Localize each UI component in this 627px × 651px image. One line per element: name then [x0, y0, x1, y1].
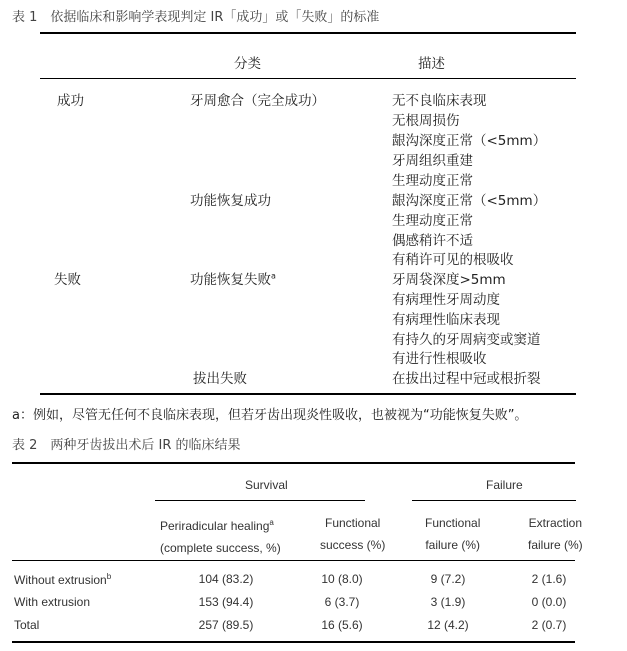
group-name-functional-failure — [190, 268, 276, 288]
table-cell: 0 (0.0) — [531, 595, 567, 609]
table1-caption: 表 1 依据临床和影响学表现判定 IR「成功」或「失败」的标准 — [12, 10, 380, 25]
criterion-item: 有持久的牙周病变或窦道 — [392, 332, 541, 348]
table-cell: 153 (94.4) — [198, 595, 254, 609]
table2-top-rule — [12, 462, 575, 464]
criterion-item: 有稍许可见的根吸收 — [392, 252, 514, 268]
criterion-item: 有进行性根吸收 — [392, 351, 487, 367]
table-cell: 257 (89.5) — [198, 618, 254, 632]
group-name-functional-success: 功能恢复成功 — [190, 193, 271, 209]
failure-span-rule — [412, 500, 576, 501]
criterion-item: 偶感稍许不适 — [392, 233, 473, 249]
table-cell: 16 (5.6) — [321, 618, 363, 632]
survival-header: Survival — [245, 478, 288, 492]
failure-label: 失败 — [54, 272, 81, 288]
criterion-item: 有病理性临床表现 — [392, 312, 500, 328]
col-header-line2: success (%) — [320, 538, 386, 552]
criterion-item: 无不良临床表现 — [392, 93, 487, 109]
table-cell: 2 (0.7) — [531, 618, 567, 632]
table1-bottom-rule — [40, 393, 576, 395]
table-cell: 12 (4.2) — [427, 618, 469, 632]
success-label: 成功 — [57, 93, 84, 109]
criterion-item: 龈沟深度正常（<5mm） — [392, 133, 547, 149]
col-header-functional-failure — [425, 512, 480, 556]
table1-header-category: 分类 — [234, 56, 261, 72]
table1-top-rule — [40, 32, 576, 34]
survival-span-rule — [155, 500, 365, 501]
footnote-marker: a — [269, 518, 274, 527]
col-header-line1: Functional — [425, 516, 481, 530]
table-cell: 2 (1.6) — [531, 572, 567, 586]
row-label-text: Without extrusion — [14, 573, 107, 587]
table-cell: 10 (8.0) — [321, 572, 363, 586]
failure-header: Failure — [486, 478, 523, 492]
table1-footnote: a：例如，尽管无任何不良临床表现，但若牙齿出现炎性吸收，也被视为“功能恢复失败”。 — [12, 408, 528, 423]
criterion-item: 有病理性牙周动度 — [392, 292, 500, 308]
col-header-extraction-failure — [528, 512, 583, 556]
row-label-with-extrusion: With extrusion — [14, 595, 91, 609]
criterion-item: 生理动度正常 — [392, 173, 473, 189]
table2-header-rule — [12, 560, 575, 561]
criterion-item: 无根周损伤 — [392, 113, 460, 129]
table2-caption: 表 2 两种牙齿拔出术后 IR 的临床结果 — [12, 438, 241, 453]
col-header-functional-success — [320, 512, 385, 556]
table-cell: 6 (3.7) — [324, 595, 360, 609]
group-name-text: 功能恢复失败 — [190, 272, 271, 288]
group-name-extraction-failure: 拔出失败 — [193, 371, 247, 387]
col-header-periradicular-healing — [160, 512, 281, 559]
col-header-line2: failure (%) — [528, 538, 583, 552]
table-cell: 104 (83.2) — [198, 572, 254, 586]
col-header-line1: Periradicular healing — [160, 519, 270, 533]
criterion-item: 在拔出过程中冠或根折裂 — [392, 371, 541, 387]
table2-bottom-rule — [12, 641, 575, 643]
col-header-line1: Functional — [324, 516, 381, 530]
criterion-item: 生理动度正常 — [392, 213, 473, 229]
footnote-marker: a — [271, 271, 276, 281]
criterion-item: 牙周袋深度>5mm — [392, 272, 506, 288]
table-cell: 3 (1.9) — [430, 595, 466, 609]
row-label-without-extrusion — [14, 572, 111, 587]
row-label-total: Total — [14, 618, 40, 632]
col-header-line2: failure (%) — [425, 538, 481, 552]
col-header-line1: Extraction — [528, 516, 583, 530]
table1-header-description: 描述 — [418, 56, 445, 72]
col-header-line2: (complete success, %) — [160, 541, 281, 555]
table1-header-rule — [40, 78, 576, 79]
criterion-item: 牙周组织重建 — [392, 153, 473, 169]
criterion-item: 龈沟深度正常（<5mm） — [392, 193, 547, 209]
group-name-periodontal-healing: 牙周愈合（完全成功） — [190, 93, 325, 109]
footnote-marker: b — [106, 572, 112, 581]
table-cell: 9 (7.2) — [430, 572, 466, 586]
